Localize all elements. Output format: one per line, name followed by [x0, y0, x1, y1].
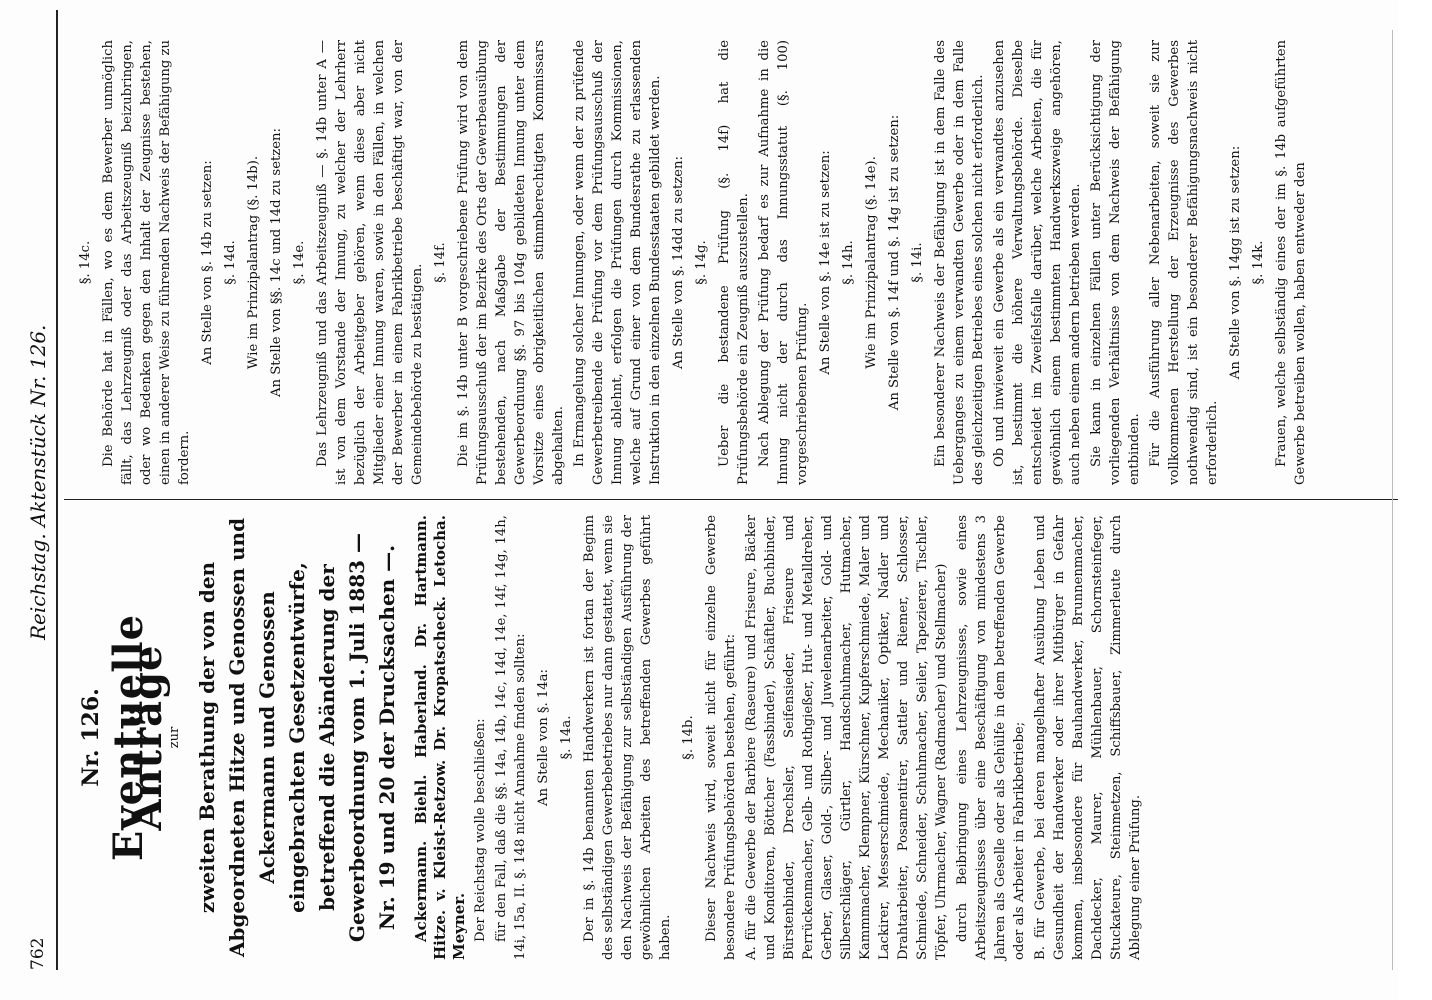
section-heading: §. 14a.	[559, 715, 574, 760]
section-heading: §. 14c.	[78, 240, 93, 285]
section-heading: §. 14d.	[223, 240, 238, 285]
section-instruction: An Stelle von §. 14b zu setzen:	[200, 160, 215, 365]
paragraph: Ueber die bestandene Prüfung (§. 14f) hat die Prüfungsbehörde ein Zeugniß auszustellen.	[717, 40, 751, 485]
digitization-credit	[1398, 0, 1432, 1000]
paragraph: Ob und inwieweit ein Gewerbe als ein verwandtes anzusehen ist, bestimmt die höhere Verwaltungsbehörde. Dieselbe entscheidet im Zweifelsfalle darüber, welche Arbeiten, die für gewöhnlich einem bestimmten Handwerkszweige angehören, auch neben einem andern betrieben werden.	[992, 40, 1083, 485]
paragraph: Ein besonderer Nachweis der Befähigung ist in dem Falle des Ueberganges zu einem verwandten Gewerbe oder in dem Falle des gleichzeitigen Betriebes eines solchen nicht erforderlich.	[933, 40, 986, 485]
paragraph: Dieser Nachweis wird, soweit nicht für einzelne Gewerbe besondere Prüfungsbehörden bestehen, geführt:	[704, 515, 738, 960]
paragraph: Die im §. 14b unter B vorgeschriebene Prüfung wird von dem Prüfungsausschuß der im Bezirke des Orts der Gewerbeausübung bestehenden, nach Maßgabe der Bestimmungen der Gewerbeordnung §§. 97 bis 104g gebildeten Innung unter dem Vorsitze eines obrigkeitlichen stimmberechtigten Kommissars abgehalten.	[456, 40, 566, 485]
paragraph: Nach Ablegung der Prüfung bedarf es zur Aufnahme in die Innung nicht der durch das Innungsstatut (§. 100) vorgeschriebenen Prüfung.	[757, 40, 810, 485]
section-instruction: An Stelle von §. 14e ist zu setzen:	[818, 150, 833, 375]
section-instruction: An Stelle von §. 14gg ist zu setzen:	[1228, 145, 1243, 380]
page-header	[22, 30, 52, 970]
section-heading: §. 14b.	[681, 715, 696, 760]
right-column	[72, 40, 1312, 485]
left-column	[72, 515, 1147, 960]
paragraph: Für die Ausführung aller Nebenarbeiten, soweit sie zur vollkommenen Herstellung der Erzeugnisse des Gewerbes nothwendig sind, ist ein besonderer Befähigungsnachweis nicht erforderlich.	[1148, 40, 1220, 485]
document-number: Nr. 126.	[78, 688, 104, 787]
paragraph: Wie im Prinzipalantrag (§. 14e).	[864, 156, 879, 369]
paragraph: Frauen, welche selbständig eines der im §. 14b aufgeführten Gewerbe betreiben wollen, haben entweder den	[1274, 40, 1308, 485]
page-number: 762	[28, 937, 48, 970]
section-heading: §. 14k.	[1251, 240, 1266, 285]
paragraph: Der in §. 14b benannten Handwerkern ist fortan der Beginn des selbständigen Gewerbebetriebes nur dann gestattet, wenn sie den Nachweis der Befähigung zur selbständigen Ausführung der gewöhnlichen Arbeiten des betreffenden Gewerbes geführt haben.	[582, 515, 673, 960]
list-item: B. für Gewerbe, bei deren mangelhafter Ausübung Leben und Gesundheit der Handwerker oder ihrer Mitbürger in Gefahr kommen, insbesondere für Bauhandwerker, Brunnenmacher, Dachdecker, Maurer, Mühlenbauer, Schornsteinfeger, Stuckateure, Steinmetzen, Schiffsbauer, Zimmerleute durch Ablegung einer Prüfung.	[1033, 515, 1143, 960]
signatories: Ackermann. Biehl. Haberland. Dr. Hartmann. Hitze. v. Kleist-Retzow. Dr. Kropatscheck. Letocha. Meyner.	[412, 515, 468, 960]
paragraph: für den Fall, daß die §§. 14a, 14b, 14c, 14d, 14e, 14f, 14g, 14h, 14i, 15a, II. §. 148 nicht Annahme finden sollten:	[494, 515, 528, 960]
paragraph: Die Behörde hat in Fällen, wo es dem Bewerber unmöglich fällt, das Lehrzeugniß oder das Arbeitszeugniß beizubringen, oder wo Bedenken gegen den Inhalt der Zeugnisse bestehen, einen in anderer Weise zu führenden Nachweis der Befähigung zu fordern.	[101, 40, 192, 485]
paragraph: In Ermangelung solcher Innungen, oder wenn der zu prüfende Gewerbetreibende die Prüfung vor dem Prüfungsausschuß der Innung ablehnt, erfolgen die Prüfungen durch Kommissionen, welche auf Grund einer von dem Bundesrathe zu erlassenden Instruktion in den einzelnen Bundesstaaten gebildet werden.	[572, 40, 663, 485]
section-heading: §. 14h.	[841, 240, 856, 285]
section-instruction: An Stelle von §. 14dd zu setzen:	[671, 156, 686, 369]
section-heading: §. 14g.	[694, 240, 709, 285]
header-rule	[56, 10, 58, 970]
paragraph: durch Beibringung eines Lehrzeugnisses, sowie eines Arbeitszeugnisses über eine Beschäftigung von mindestens 3 Jahren als Geselle oder als Gehülfe in dem betreffenden Gewerbe oder als Arbeiter in Fabrikbetriebe;	[955, 515, 1027, 960]
running-title: Reichstag. Aktenstück Nr. 126.	[26, 324, 50, 640]
margin-rule	[1392, 30, 1393, 970]
section-heading: §. 14i.	[910, 242, 925, 283]
section-heading: §. 14f.	[433, 242, 448, 283]
list-item: A. für die Gewerbe der Barbiere (Raseure) und Friseure, Bäcker und Konditoren, Böttcher (Fassbinder), Schäftler, Buchbinder, Bürstenbinder, Drechsler, Seifensieder, Friseure und Perrückenmacher, Gelb- und Rothgießer, Hut- und Metalldreher, Gerber, Glaser, Gold-, Silber- und Juwelenarbeiter, Gold- und Silberschläger, Gürtler, Handschuhmacher, Hutmacher, Kammmacher, Klempner, Kürschner, Kupferschmiede, Maler und Lackirer, Messerschmiede, Mechaniker, Optiker, Nadler und Drahtarbeiter, Posamentirer, Sattler und Riemer, Schlosser, Schmiede, Schneider, Schuhmacher, Seiler, Tapezierer, Tischler, Töpfer, Uhrmacher, Wagner (Radmacher) und Stellmacher)	[744, 515, 949, 960]
document-subtitle: zweiten Berathung der von den Abgeordneten Hitze und Genossen und Ackermann und Genossen eingebrachten Gesetzentwürfe, betreffend die Abänderung der Gewerbeordnung vom 1. Juli 1883 — Nr. 19 und 20 der Drucksachen —.	[195, 517, 399, 958]
section-instruction: An Stelle von §. 14a:	[536, 669, 551, 806]
section-heading: §. 14e.	[292, 240, 307, 285]
zur-label: zur	[167, 726, 182, 749]
section-instruction: An Stelle von §. 14f und §. 14g ist zu setzen:	[887, 114, 902, 411]
document-title: Eventuelle Anträge	[105, 613, 171, 862]
paragraph: Sie kann in einzelnen Fällen unter Berücksichtigung der vorliegenden Verhältnisse von dem Nachweis der Befähigung entbinden.	[1089, 40, 1142, 485]
section-instruction: An Stelle von §§. 14c und 14d zu setzen:	[269, 128, 284, 398]
column-divider	[64, 499, 1414, 500]
paragraph: Das Lehrzeugniß und das Arbeitszeugniß — §. 14b unter A — ist von dem Vorstande der Innung, zu welcher der Lehrherr bezüglich der Arbeitgeber gehören, wenn diese aber nicht Mitglieder einer Innung waren, sowie in den Fällen, in welchen der Bewerber in einem Fabrikbetriebe beschäftigt war, von der Gemeindebehörde zu bestätigen.	[315, 40, 425, 485]
paragraph: Der Reichstag wolle beschließen:	[473, 718, 488, 942]
paragraph: Wie im Prinzipalantrag (§. 14b).	[246, 155, 261, 370]
